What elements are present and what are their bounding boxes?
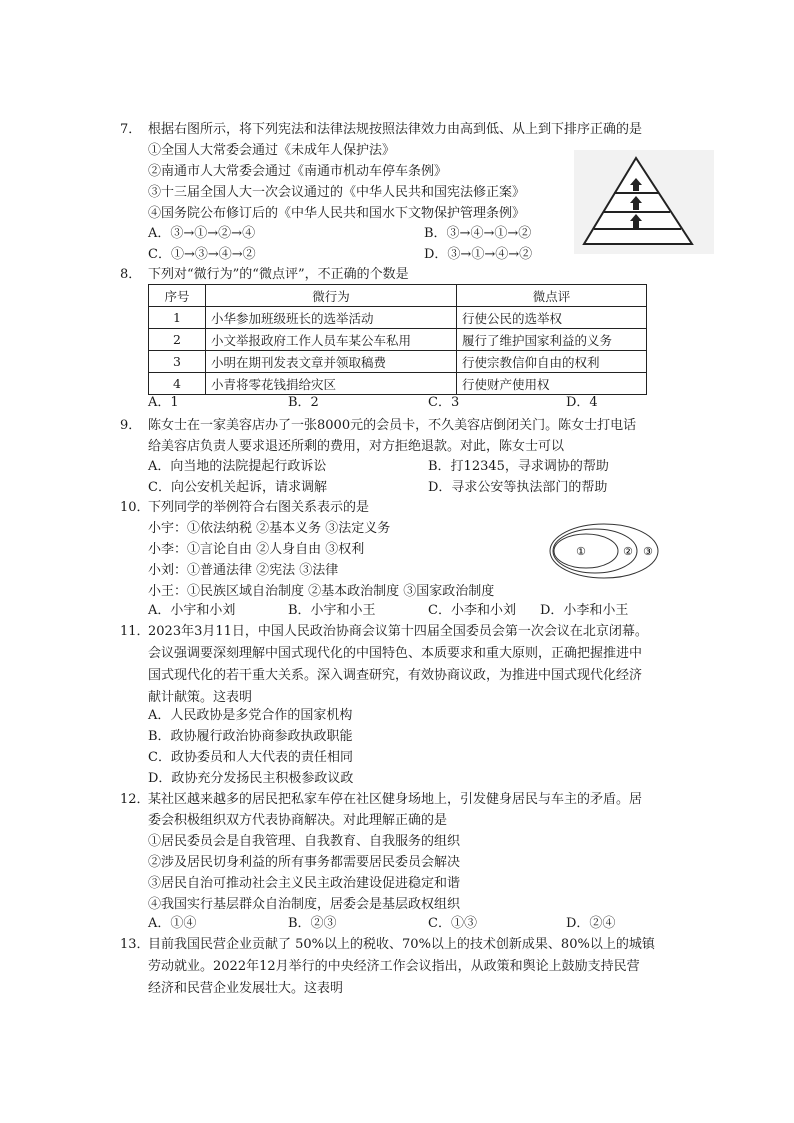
option-b[interactable]: B．小宇和小王 [288,603,376,618]
option-a[interactable]: A．向当地的法院提起行政诉讼 [148,459,327,474]
option-d[interactable]: D．4 [566,395,598,410]
diagram-label: ② [623,545,633,558]
diagram-label: ③ [643,545,653,558]
statement-item: 小宇：①依法纳税 ②基本义务 ③法定义务 [148,521,391,536]
statement-item: ②南通市人大常委会通过《南通市机动车停车条例》 [148,164,448,179]
question-stem: 下列同学的举例符合右图关系表示的是 [148,500,370,515]
option-d[interactable]: D．小李和小王 [540,603,629,618]
statement-item: 小王：①民族区域自治制度 ②基本政治制度 ③国家政治制度 [148,584,495,599]
statement-item: ①居民委员会是自我管理、自我教育、自我服务的组织 [148,834,461,849]
table-row [149,373,647,395]
option-d[interactable]: D．③→①→④→② [424,247,533,262]
statement-item: ③居民自治可推动社会主义民主政治建设促进稳定和谐 [148,876,461,891]
table-cell: 2 [149,329,206,351]
question-stem: 陈女士在一家美容店办了一张8000元的会员卡，不久美容店倒闭关门。陈女士打电话 [148,418,637,433]
question-stem: 某社区越来越多的居民把私家车停在社区健身场地上，引发健身居民与车主的矛盾。居 [148,792,643,807]
statement-item: ③十三届全国人大一次会议通过的《中华人民共和国宪法修正案》 [148,185,526,200]
question-stem: 委会积极组织双方代表协商解决。对此理解正确的是 [148,813,448,828]
nested-ellipse-diagram [548,522,660,580]
question-stem: 劳动就业。2022年12月举行的中央经济工作会议指出，从政策和舆论上鼓励支持民营 [148,959,640,974]
option-d[interactable]: D．②④ [566,916,616,931]
option-a[interactable]: A．人民政协是多党合作的国家机构 [148,708,353,723]
question-number: 10． [120,500,150,515]
option-c[interactable]: C．①→③→④→② [148,247,256,262]
option-b[interactable]: B．政协履行政治协商参政执政职能 [148,729,353,744]
question-stem: 2023年3月11日，中国人民政治协商会议第十四届全国委员会第一次会议在北京闭幕。 [148,624,648,639]
option-b[interactable]: B．②③ [288,916,337,931]
statement-item: 小李：①言论自由 ②人身自由 ③权利 [148,542,365,557]
table-cell: 小华参加班级班长的选举活动 [206,307,457,329]
option-a[interactable]: A．小宇和小刘 [148,603,236,618]
behavior-table [148,284,647,395]
question-stem: 会议强调要深刻理解中国式现代化的中国特色、本质要求和重大原则，正确把握推进中 [148,646,643,661]
question-number: 7． [120,122,142,137]
question-stem: 经济和民营企业发展壮大。这表明 [148,981,344,996]
table-cell: 小文举报政府工作人员车某公车私用 [206,329,457,351]
table-row [149,351,647,373]
option-a[interactable]: A．①④ [148,916,197,931]
question-number: 8． [120,267,142,282]
pyramid-figure [574,150,714,254]
option-b[interactable]: B．2 [288,395,319,410]
option-c[interactable]: C．政协委员和人大代表的责任相同 [148,750,353,765]
option-a[interactable]: A．1 [148,395,179,410]
question-number: 9． [120,418,142,433]
table-cell: 1 [149,307,206,329]
table-cell: 行使财产使用权 [457,373,647,395]
table-cell: 履行了维护国家利益的义务 [457,329,647,351]
option-c[interactable]: C．小李和小刘 [428,603,516,618]
option-d[interactable]: D．政协充分发扬民主积极参政议政 [148,771,354,786]
option-b[interactable]: B．③→④→①→② [424,226,532,241]
question-number: 11． [120,624,150,639]
question-stem: 根据右图所示，将下列宪法和法律法规按照法律效力由高到低、从上到下排序正确的是 [148,122,643,137]
option-a[interactable]: A．③→①→②→④ [148,226,256,241]
table-cell: 小青将零花钱捐给灾区 [206,373,457,395]
table-header: 微行为 [206,285,457,307]
question-number: 12． [120,792,150,807]
table-row [149,329,647,351]
option-d[interactable]: D．寻求公安等执法部门的帮助 [428,480,608,495]
table-cell: 行使公民的选举权 [457,307,647,329]
question-stem: 国式现代化的若干重大关系。深入调查研究，有效协商议政，为推进中国式现代化经济 [148,668,643,683]
table-header: 微点评 [457,285,647,307]
statement-item: ④国务院公布修订后的《中华人民共和国水下文物保护管理条例》 [148,206,526,221]
question-number: 13． [120,937,150,952]
table-cell: 小明在期刊发表文章并领取稿费 [206,351,457,373]
table-cell: 4 [149,373,206,395]
statement-item: ①全国人大常委会通过《未成年人保护法》 [148,143,396,158]
diagram-label: ① [576,545,586,558]
statement-item: 小刘：①普通法律 ②宪法 ③法律 [148,563,339,578]
question-stem: 献计献策。这表明 [148,690,253,705]
statement-item: ②涉及居民切身利益的所有事务都需要居民委员会解决 [148,855,461,870]
table-cell: 3 [149,351,206,373]
table-row [149,307,647,329]
option-c[interactable]: C．向公安机关起诉，请求调解 [148,480,327,495]
statement-item: ④我国实行基层群众自治制度，居委会是基层政权组织 [148,897,461,912]
table-cell: 行使宗教信仰自由的权利 [457,351,647,373]
option-c[interactable]: C．3 [428,395,460,410]
question-stem: 给美容店负责人要求退还所剩的费用，对方拒绝退款。对此，陈女士可以 [148,439,565,454]
question-stem: 下列对“微行为”的“微点评”，不正确的个数是 [148,267,409,282]
question-stem: 目前我国民营企业贡献了 50%以上的税收、70%以上的技术创新成果、80%以上的城镇 [148,937,655,952]
table-header-row [149,285,647,307]
option-b[interactable]: B．打12345，寻求调协的帮助 [428,459,609,474]
option-c[interactable]: C．①③ [428,916,477,931]
table-header: 序号 [149,285,206,307]
